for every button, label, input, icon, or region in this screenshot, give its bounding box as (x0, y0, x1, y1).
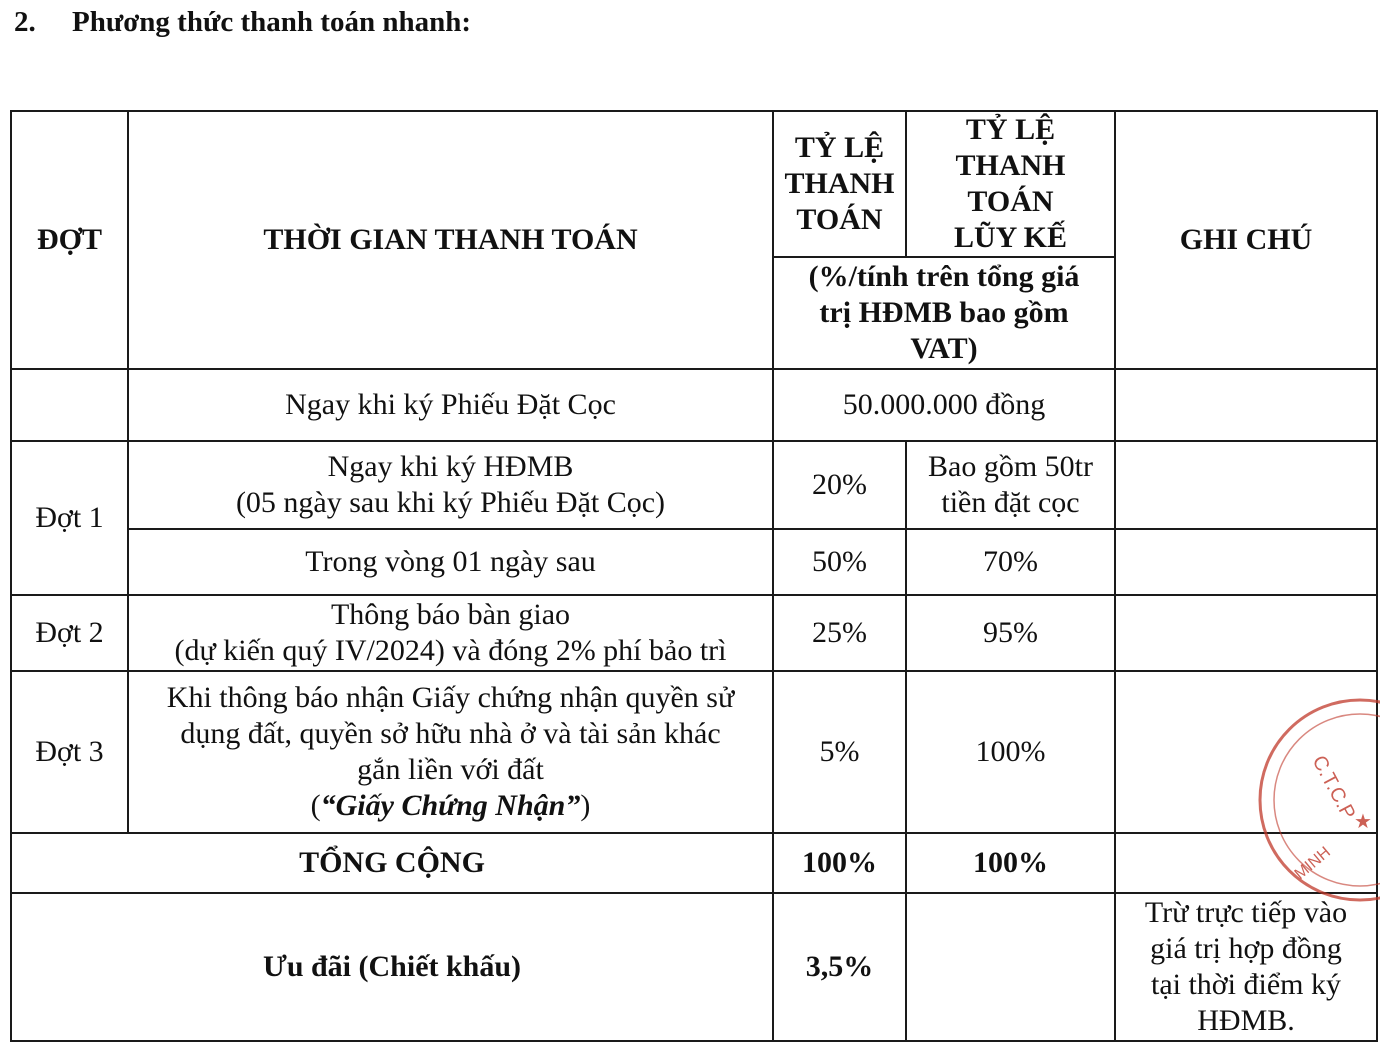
header-time: THỜI GIAN THANH TOÁN (128, 111, 773, 369)
payment-schedule-table (10, 110, 1378, 1042)
dot2-row (11, 595, 1377, 671)
stamp-star-icon: ★ (1354, 809, 1372, 833)
deposit-amount: 50.000.000 đồng (773, 369, 1115, 441)
stamp-text-2: MINH (1291, 843, 1334, 884)
section-title: Phương thức thanh toán nhanh: (72, 6, 471, 38)
section-number: 2. (14, 6, 36, 38)
dot2-label: Đợt 2 (11, 595, 128, 671)
discount-rate: 3,5% (773, 893, 906, 1041)
stamp-text: C.T.C.P (1307, 752, 1360, 824)
dot2-time: Thông báo bàn giao (dự kiến quý IV/2024) và đóng 2% phí bảo trì (128, 595, 773, 671)
deposit-dot-cell (11, 369, 128, 441)
dot1-row2-cumulative: 70% (906, 529, 1115, 595)
dot3-row (11, 671, 1377, 833)
discount-row (11, 893, 1377, 1041)
dot3-label: Đợt 3 (11, 671, 128, 833)
dot1-row1-time: Ngay khi ký HĐMB (05 ngày sau khi ký Phiếu Đặt Cọc) (128, 441, 773, 529)
dot1-row1-note (1115, 441, 1377, 529)
total-row (11, 833, 1377, 893)
discount-note: Trừ trực tiếp vào giá trị hợp đồng tại thời điểm ký HĐMB. (1115, 893, 1377, 1041)
dot3-time: Khi thông báo nhận Giấy chứng nhận quyền sử dụng đất, quyền sở hữu nhà ở và tài sản khác gắn liền với đất (“Giấy Chứng Nhận”) (128, 671, 773, 833)
discount-label: Ưu đãi (Chiết khấu) (11, 893, 773, 1041)
total-rate: 100% (773, 833, 906, 893)
header-rate: TỶ LỆ THANH TOÁN (773, 111, 906, 257)
header-cumulative: TỶ LỆ THANH TOÁN LŨY KẾ (906, 111, 1115, 257)
dot3-time-italic-line: (“Giấy Chứng Nhận”) (310, 789, 591, 822)
dot1-row1 (11, 441, 1377, 529)
total-cumulative: 100% (906, 833, 1115, 893)
header-dot: ĐỢT (11, 111, 128, 369)
dot2-cumulative: 95% (906, 595, 1115, 671)
dot2-rate: 25% (773, 595, 906, 671)
header-basis: (%/tính trên tổng giá trị HĐMB bao gồm VAT) (773, 257, 1115, 369)
dot1-row2 (11, 529, 1377, 595)
dot1-label: Đợt 1 (11, 441, 128, 595)
dot2-note (1115, 595, 1377, 671)
dot3-cumulative: 100% (906, 671, 1115, 833)
dot3-note (1115, 671, 1377, 833)
dot1-row2-rate: 50% (773, 529, 906, 595)
section-heading (14, 6, 471, 39)
dot1-row1-cumulative: Bao gồm 50tr tiền đặt cọc (906, 441, 1115, 529)
table-header-row (11, 111, 1377, 257)
dot3-rate: 5% (773, 671, 906, 833)
dot1-row1-rate: 20% (773, 441, 906, 529)
total-note (1115, 833, 1377, 893)
dot1-row2-note (1115, 529, 1377, 595)
discount-cumulative (906, 893, 1115, 1041)
dot1-row2-time: Trong vòng 01 ngày sau (128, 529, 773, 595)
deposit-note-cell (1115, 369, 1377, 441)
deposit-row (11, 369, 1377, 441)
header-note: GHI CHÚ (1115, 111, 1377, 369)
total-label: TỔNG CỘNG (11, 833, 773, 893)
deposit-time: Ngay khi ký Phiếu Đặt Cọc (128, 369, 773, 441)
